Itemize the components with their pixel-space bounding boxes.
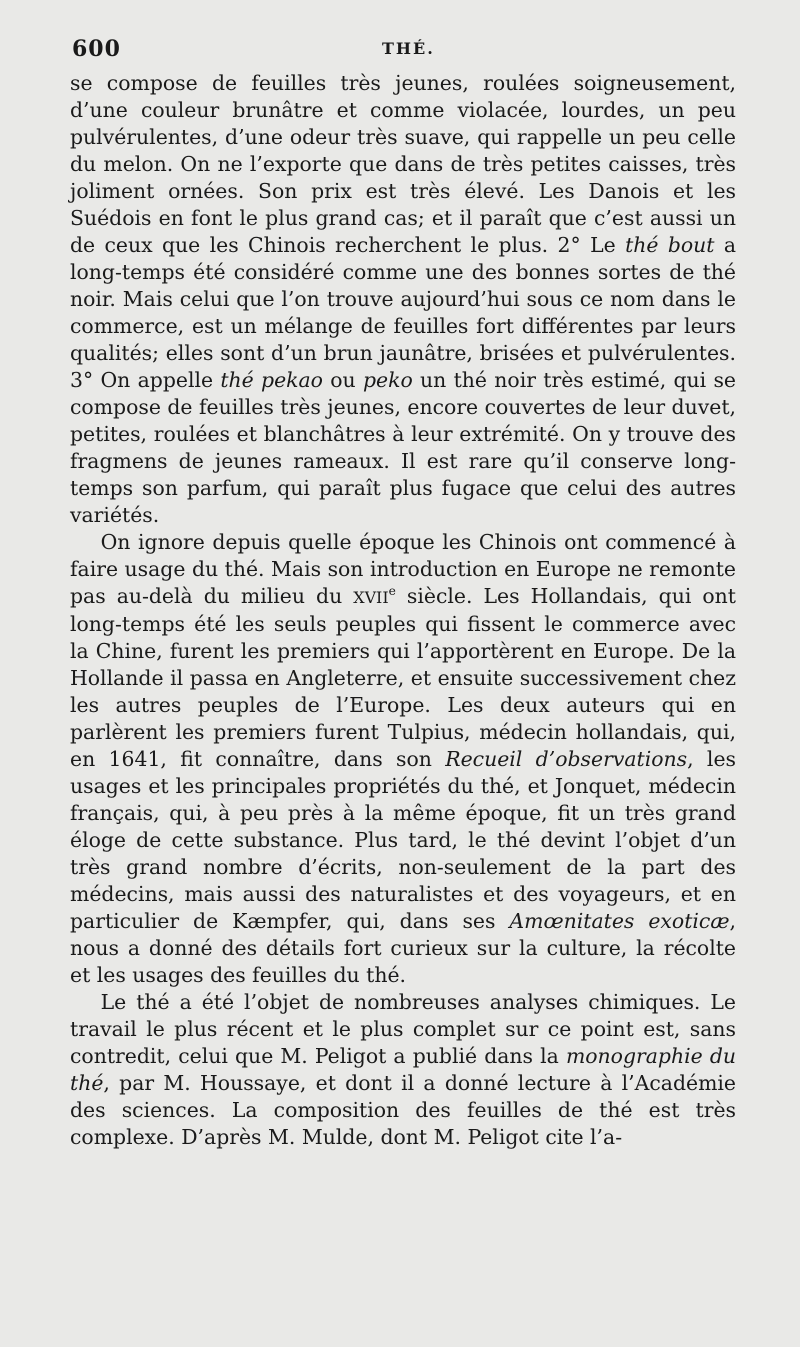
italic-text: monographie du thé — [70, 1044, 737, 1095]
page-number: 600 — [72, 36, 121, 62]
text-run: On ignore depuis quelle époque les Chinois ont commencé à faire usage du thé. Mais son introduction en Europe ne remonte pas au-delà du milieu du — [70, 530, 736, 608]
running-head: THÉ. — [382, 39, 435, 58]
italic-text: thé bout — [625, 233, 715, 257]
text-run: a long-temps été considéré comme une des bonnes sortes de thé noir. Mais celui que l’on trouve aujourd’hui sous ce nom dans le commerce, est un mélange de feuilles fort différentes par leurs qualités; elles sont d’un brun jaunâtre, brisées et pulvérulentes. 3° On appelle — [70, 233, 737, 392]
text-run: se compose de feuilles très jeunes, roulées soigneusement, d’une couleur brunâtre et comme violacée, lourdes, un peu pulvérulentes, d’une odeur très suave, qui rappelle un peu celle du melon. On ne l’exporte que dans de très petites caisses, très joliment ornées. Son prix est très élevé. Les Danois et les Suédois en font le plus grand cas; et il paraît que c’est aussi un de ceux que les Chinois recherchent le plus. 2° Le — [70, 71, 736, 257]
italic-text: Amœnitates exoticæ — [509, 909, 730, 933]
small-caps-text: XVII — [353, 588, 389, 607]
text-run: ou — [322, 368, 363, 392]
text-run: , par M. Houssaye, et dont il a donné lecture à l’Académie des sciences. La composition des feuilles de thé est très complexe. D’après M. Mulde, dont M. Peligot cite l’a- — [70, 1071, 736, 1149]
page-header — [72, 36, 742, 66]
text-run: siècle. Les Hollandais, qui ont long-temps été les seuls peuples qui fissent le commerce avec la Chine, furent les premiers qui l’apportèrent en Europe. De la Hollande il passa en Angleterre, et ensuite successivement chez les autres peuples de l’Europe. Les deux auteurs qui en parlèrent les premiers furent Tulpius, médecin hollandais, qui, en 1641, fit connaître, dans son — [70, 584, 737, 771]
paragraph — [70, 989, 736, 1151]
italic-text: peko — [362, 368, 413, 392]
italic-text: Recueil d’observations — [445, 747, 688, 771]
italic-text: thé pekao — [220, 368, 323, 392]
text-run: Le thé a été l’objet de nombreuses analyses chimiques. Le travail le plus récent et le plus complet sur ce point est, sans contredit, celui que M. Peligot a publié dans la — [70, 990, 736, 1068]
text-run: , nous a donné des détails fort curieux sur la culture, la récolte et les usages des feuilles du thé. — [70, 909, 736, 987]
body-text — [70, 70, 736, 1151]
text-run: un thé noir très estimé, qui se compose de feuilles très jeunes, encore couvertes de leur duvet, petites, roulées et blanchâtres à leur extrémité. On y trouve des fragmens de jeunes rameaux. Il est rare qu’il conserve long-temps son parfum, qui paraît plus fugace que celui des autres variétés. — [70, 368, 737, 527]
text-run: , les usages et les principales propriétés du thé, et Jonquet, médecin français, qui, à peu près à la même époque, fit un très grand éloge de cette substance. Plus tard, le thé devint l’objet d’un très grand nombre d’écrits, non-seulement de la part des médecins, mais aussi des naturalistes et des voyageurs, et en particulier de Kæmpfer, qui, dans ses — [70, 747, 736, 933]
paragraph — [70, 70, 736, 529]
superscript: e — [388, 584, 396, 599]
paragraph — [70, 529, 736, 989]
